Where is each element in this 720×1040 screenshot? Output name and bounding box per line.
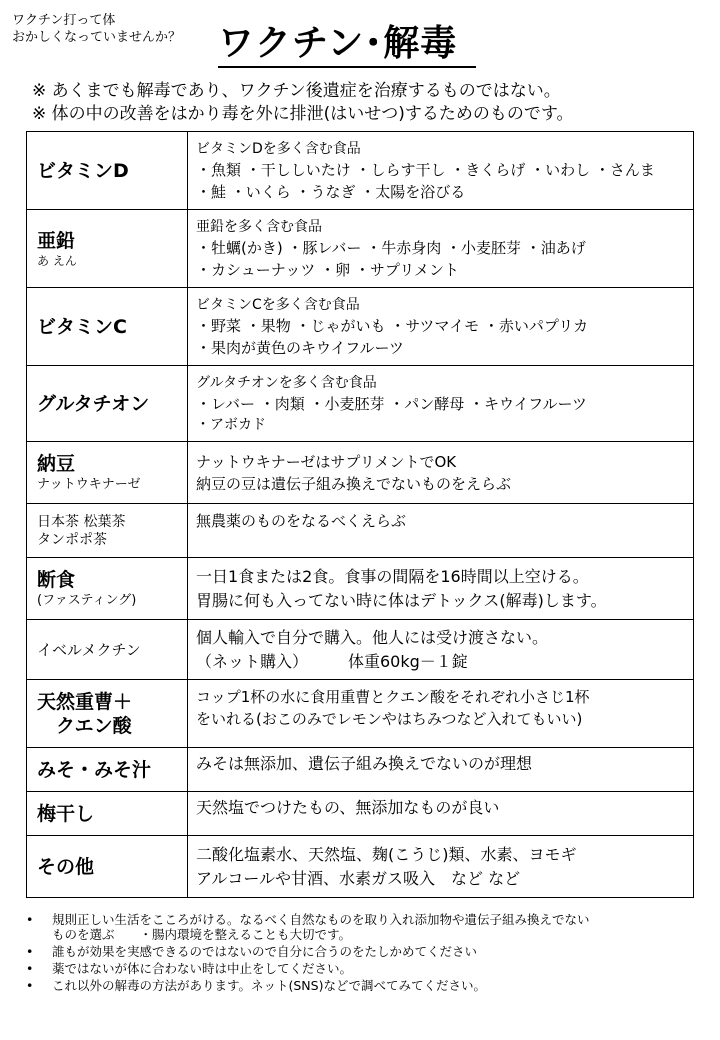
- row-name-cell: [27, 836, 188, 898]
- row-desc-line: ・牡蠣(かき) ・豚レバー ・牛赤身肉 ・小麦胚芽 ・油あげ: [196, 238, 586, 257]
- notes: [32, 80, 574, 126]
- table-row: [27, 132, 694, 210]
- row-desc-line: 個人輸入で自分で購入。他人には受け渡さない。: [196, 627, 549, 647]
- row-name: みそ・みそ汁: [37, 758, 152, 781]
- row-desc-line: ビタミンCを多く含む食品: [196, 296, 360, 313]
- bullet-item: [26, 978, 706, 993]
- row-desc-line: ・アボカド: [196, 416, 266, 433]
- row-desc-line: 亜鉛を多く含む食品: [196, 218, 322, 235]
- row-name: 納豆: [37, 452, 76, 475]
- row-name: グルタチオン: [37, 392, 150, 415]
- row-desc-line: コップ1杯の水に食用重曹とクエン酸をそれぞれ小さじ1杯: [196, 688, 590, 706]
- row-desc-line: ビタミンDを多く含む食品: [196, 140, 361, 157]
- row-desc-cell: [188, 620, 694, 680]
- row-name-cell: [27, 442, 188, 504]
- row-desc-line: グルタチオンを多く含む食品: [196, 374, 377, 391]
- bullet-line: • 規則正しい生活をこころがける。なるべく自然なものを取り入れ添加物や遺伝子組み換えでない: [52, 912, 590, 927]
- bullet-list: [26, 912, 706, 995]
- row-desc-cell: [188, 210, 694, 288]
- bullet-item: [26, 961, 706, 976]
- row-name-reading: ナットウキナーゼ: [37, 476, 141, 492]
- bullet-item: [26, 944, 706, 959]
- row-desc-line: 胃腸に何も入ってない時に体はデトックス(解毒)します。: [196, 590, 607, 610]
- table-row: [27, 288, 694, 366]
- row-name-cell: [27, 288, 188, 366]
- table-row: [27, 366, 694, 442]
- row-desc-line: ・野菜 ・果物 ・じゃがいも ・サツマイモ ・赤いパプリカ: [196, 316, 589, 335]
- table-row: [27, 504, 694, 558]
- row-name-cell: [27, 620, 188, 680]
- note-line: ※ 体の中の改善をはかり毒を外に排泄(はいせつ)するためのものです。: [32, 104, 574, 124]
- row-name-cell: [27, 748, 188, 792]
- page-title: ワクチン･解毒: [218, 23, 458, 64]
- title-underline: [218, 66, 476, 68]
- row-desc-line: アルコールや甘酒、水素ガス吸入 など など: [196, 868, 521, 888]
- table-row: [27, 792, 694, 836]
- top-note: [12, 12, 181, 46]
- row-name-cell: [27, 792, 188, 836]
- row-name: 日本茶 松葉茶: [37, 513, 126, 530]
- row-desc-cell: [188, 680, 694, 748]
- row-desc-cell: [188, 792, 694, 836]
- row-desc-line: 二酸化塩素水、天然塩、麹(こうじ)類、水素、ヨモギ: [196, 844, 577, 864]
- row-name-cell: [27, 366, 188, 442]
- row-name-cell: [27, 558, 188, 620]
- row-name-cell: [27, 504, 188, 558]
- row-name: 天然重曹＋: [37, 690, 133, 713]
- row-desc-line: 無農薬のものをなるべくえらぶ: [196, 512, 407, 530]
- row-desc-line: ナットウキナーゼはサプリメントでOK: [196, 452, 457, 471]
- bullet-item: [26, 912, 706, 942]
- row-desc-cell: [188, 442, 694, 504]
- row-desc-cell: [188, 836, 694, 898]
- note-line: ※ あくまでも解毒であり、ワクチン後遺症を治療するものではない。: [32, 81, 561, 101]
- row-desc-line: 一日1食または2食。食事の間隔を16時間以上空ける。: [196, 566, 589, 586]
- top-note-line: ワクチン打って体: [12, 13, 116, 28]
- row-name: クエン酸: [37, 714, 132, 737]
- row-name: タンポポ茶: [37, 531, 107, 548]
- row-desc-line: ・カシューナッツ ・卵 ・サプリメント: [196, 260, 460, 279]
- row-desc-line: みそは無添加、遺伝子組み換えでないのが理想: [196, 754, 533, 773]
- table-row: [27, 680, 694, 748]
- row-name: イベルメクチン: [37, 640, 141, 659]
- row-name-reading: (ファスティング): [37, 592, 137, 608]
- row-name-reading: あ えん: [37, 253, 77, 268]
- table-row: [27, 836, 694, 898]
- row-name-cell: [27, 680, 188, 748]
- row-desc-line: （ネット購入） 体重60kg－１錠: [196, 651, 468, 671]
- row-desc-line: ・レバー ・肉類 ・小麦胚芽 ・パン酵母 ・キウイフルーツ: [196, 394, 587, 413]
- row-desc-line: 納豆の豆は遺伝子組み換えでないものをえらぶ: [196, 474, 512, 493]
- row-desc-line: 天然塩でつけたもの、無添加なものが良い: [196, 798, 500, 817]
- table-row: [27, 620, 694, 680]
- detox-table: [26, 131, 694, 898]
- bullet-line: ものを選ぶ ・腸内環境を整えることも大切です。: [52, 927, 352, 942]
- row-desc-cell: [188, 132, 694, 210]
- table-row: [27, 558, 694, 620]
- row-name: ビタミンD: [37, 159, 129, 182]
- row-name: ビタミンC: [37, 315, 127, 338]
- table-row: [27, 748, 694, 792]
- row-desc-cell: [188, 504, 694, 558]
- row-desc-cell: [188, 558, 694, 620]
- bullet-line: • これ以外の解毒の方法があります。ネット(SNS)などで調べてみてください。: [52, 978, 486, 993]
- row-name: 梅干し: [37, 802, 95, 825]
- row-desc-line: をいれる(おこのみでレモンやはちみつなど入れてもいい): [196, 710, 583, 728]
- row-desc-line: ・果肉が黄色のキウイフルーツ: [196, 338, 404, 357]
- bullet-line: • 誰もが効果を実感できるのではないので自分に合うのをたしかめてください: [52, 944, 478, 959]
- top-note-line: おかしくなっていませんか？: [12, 30, 182, 45]
- table-row: [27, 210, 694, 288]
- row-name-cell: [27, 210, 188, 288]
- row-name-cell: [27, 132, 188, 210]
- table-row: [27, 442, 694, 504]
- row-name: その他: [37, 855, 95, 878]
- row-name: 断食: [37, 568, 76, 591]
- row-desc-cell: [188, 288, 694, 366]
- row-desc-line: ・鮭 ・いくら ・うなぎ ・太陽を浴びる: [196, 182, 466, 201]
- row-desc-cell: [188, 748, 694, 792]
- row-name: 亜鉛: [37, 229, 76, 252]
- row-desc-cell: [188, 366, 694, 442]
- row-desc-line: ・魚類 ・干ししいたけ ・しらす干し ・きくらげ ・いわし ・さんま: [196, 160, 655, 179]
- bullet-line: • 薬ではないが体に合わない時は中止をしてください。: [52, 961, 353, 976]
